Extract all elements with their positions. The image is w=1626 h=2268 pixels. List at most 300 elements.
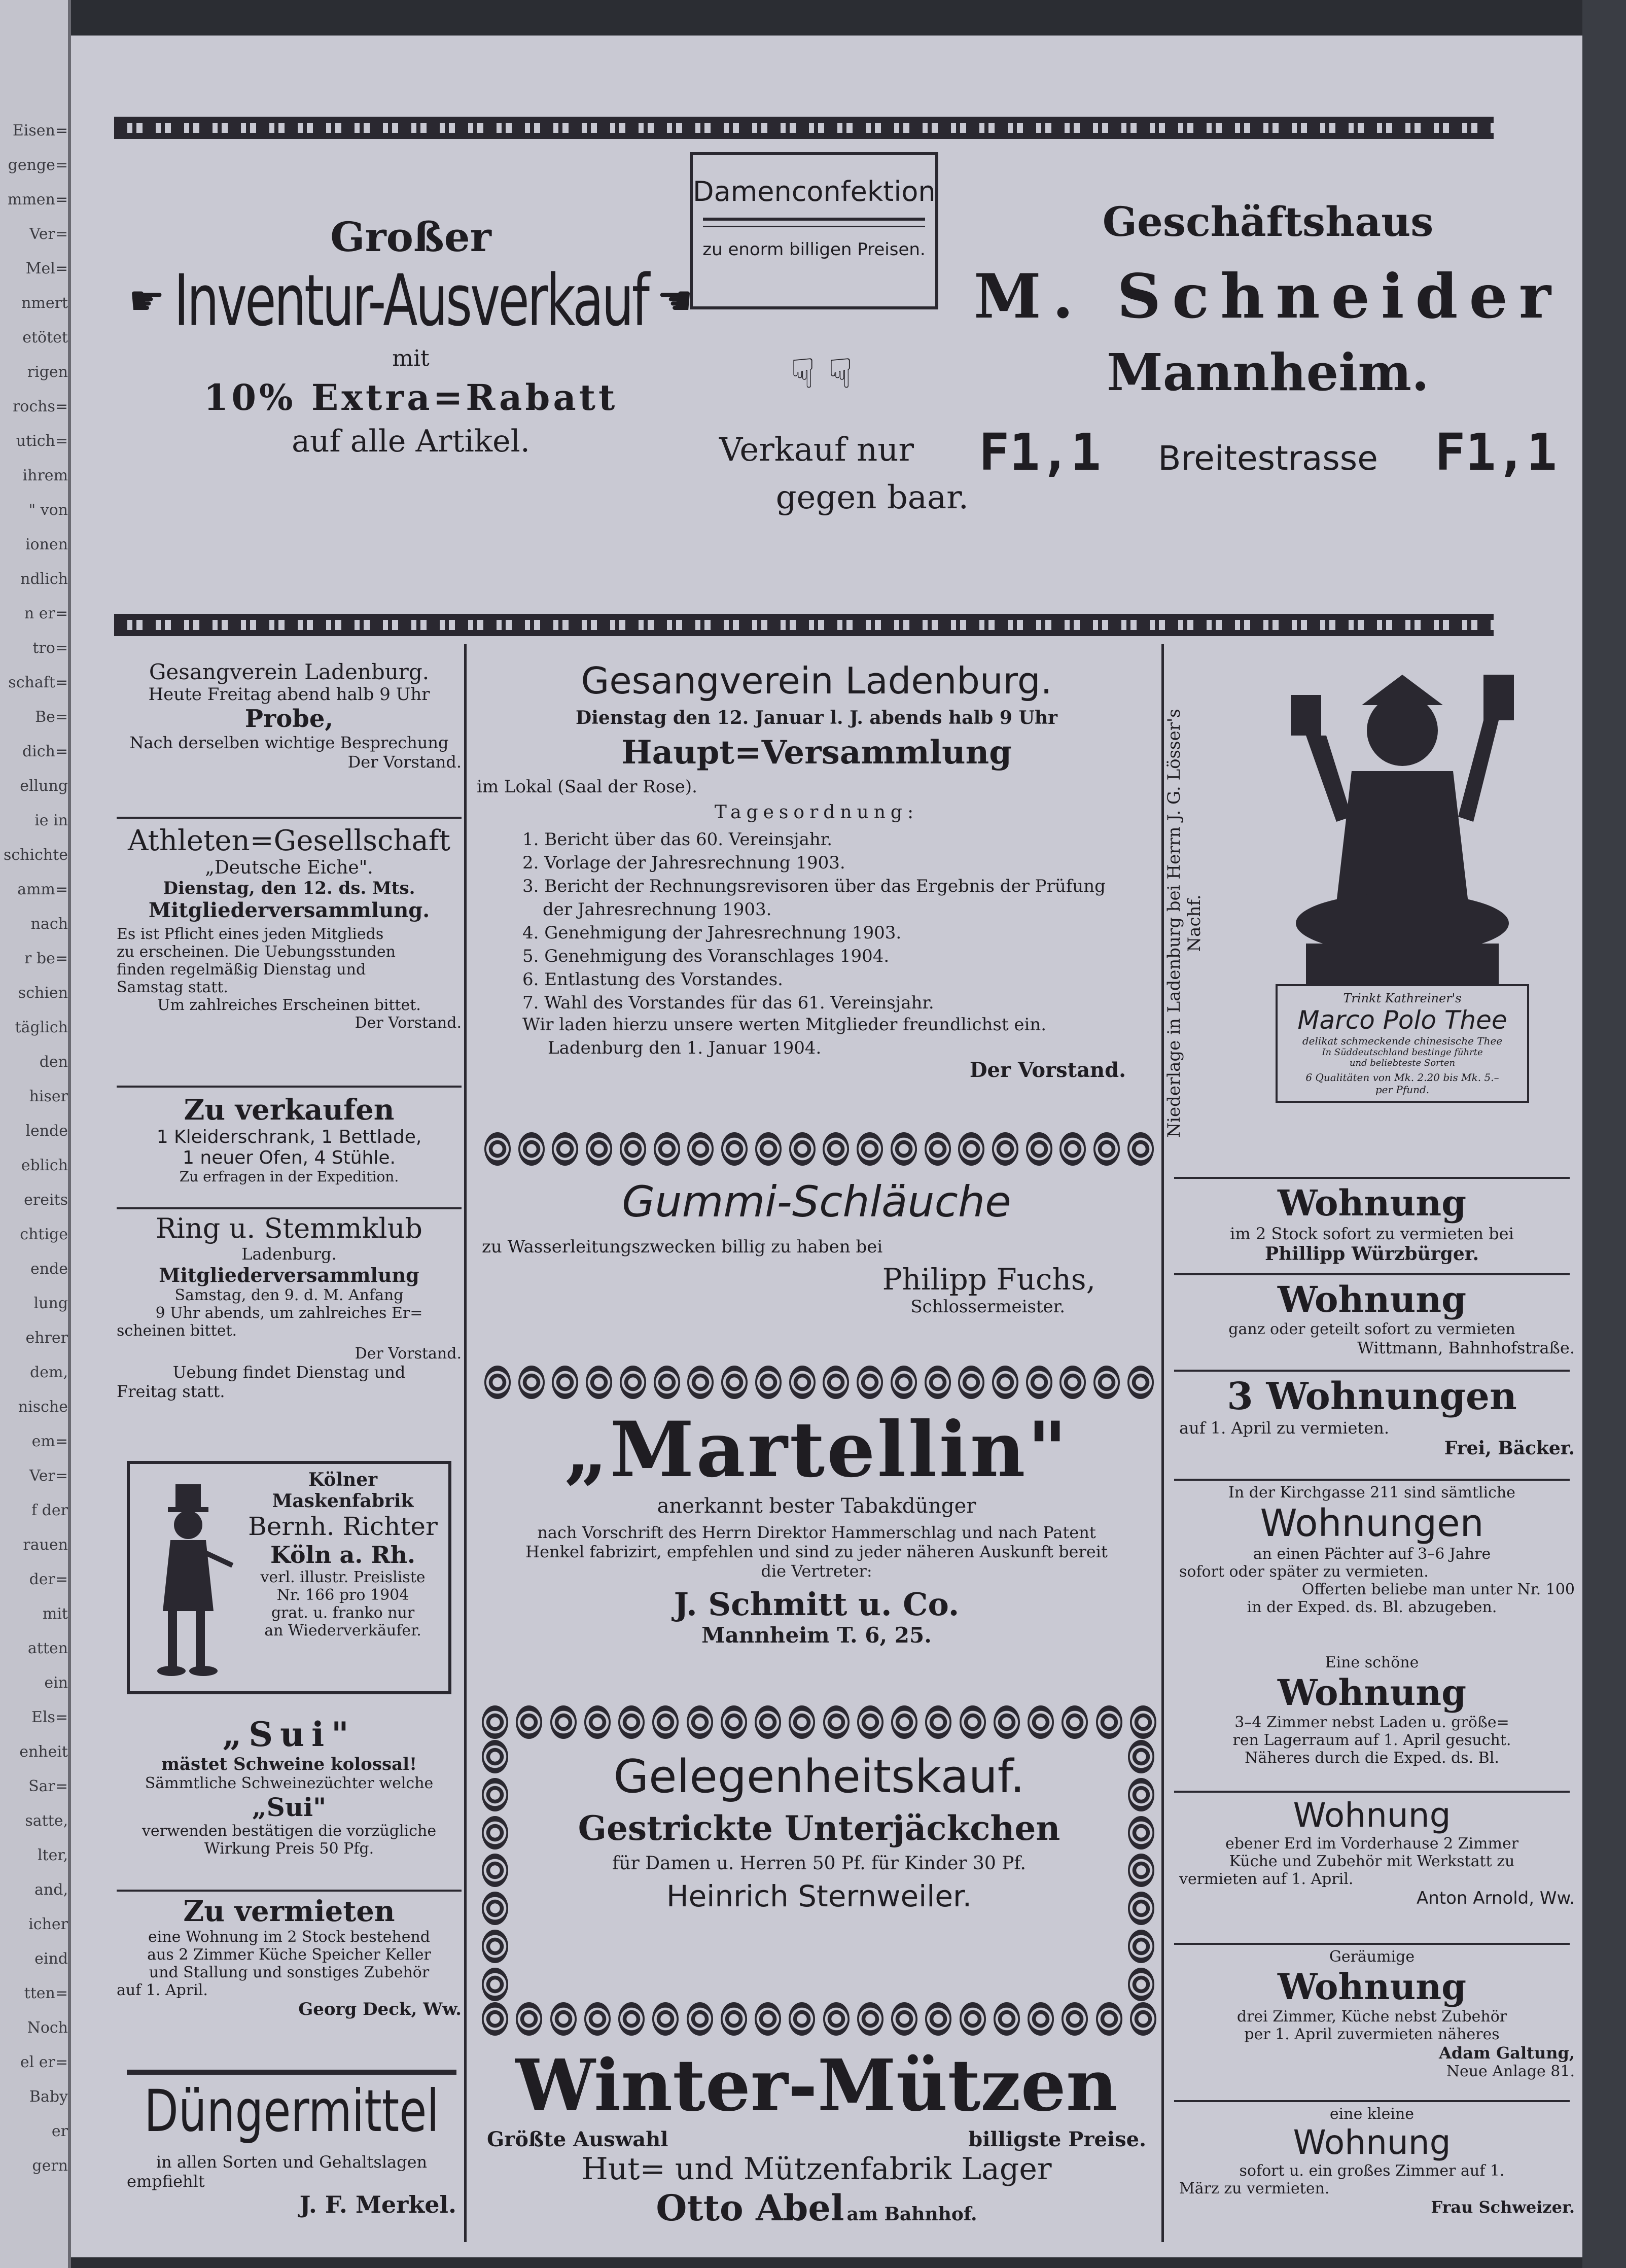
musician-figure-illustration xyxy=(140,1479,241,1682)
ring-line4: 9 Uhr abends, um zahlreiches Er= xyxy=(155,1304,423,1322)
gelegen-title: Gelegenheitskauf. xyxy=(613,1750,1025,1803)
bead-ornament xyxy=(482,1816,508,1850)
thee-line3: delikat schmeckende chinesische Thee xyxy=(1302,1035,1503,1047)
duengermittel-ad xyxy=(127,2070,456,2242)
ring-line6: Uebung findet Dienstag und xyxy=(172,1363,406,1382)
edge-text-fragment: Ver= xyxy=(29,1467,68,1485)
bead-ornament xyxy=(687,1705,713,1739)
gv-big-line6: Ladenburg den 1. Januar 1904. xyxy=(548,1038,822,1058)
duenger-title: Düngermittel xyxy=(144,2077,439,2145)
verkaufen-line1: 1 Kleiderschrank, 1 Bettlade, xyxy=(156,1127,422,1147)
marco-polo-thee-ad xyxy=(1164,659,1575,1177)
edge-text-fragment: hiser xyxy=(29,1088,68,1105)
edge-text-fragment: schichte xyxy=(3,846,68,864)
bead-ornament xyxy=(1128,1740,1154,1773)
bead-border-row xyxy=(482,1704,1156,1740)
athleten-line2: Dienstag, den 12. ds. Mts. xyxy=(163,878,415,898)
bead-ornament xyxy=(1026,1366,1052,1399)
koelner-maskenfabrik-ad xyxy=(127,1461,451,1694)
gummi-line3: Schlossermeister. xyxy=(910,1297,1065,1317)
ring-title: Ring u. Stemmklub xyxy=(156,1212,422,1244)
edge-text-fragment: satte, xyxy=(25,1812,68,1830)
edge-text-fragment: Sar= xyxy=(28,1777,68,1795)
w6-sign: Anton Arnold, Ww. xyxy=(1416,1888,1575,1908)
bead-ornament xyxy=(516,2002,542,2036)
bead-ornament xyxy=(518,1132,545,1166)
bead-ornament xyxy=(891,1705,917,1739)
sui-line1: mästet Schweine kolossal! xyxy=(161,1754,417,1774)
bead-ornament xyxy=(994,1705,1020,1739)
w7-line1: drei Zimmer, Küche nebst Zubehör xyxy=(1236,2008,1507,2026)
gv-small-line3: Nach derselben wichtige Besprechung xyxy=(129,733,449,752)
bead-ornament xyxy=(721,1366,748,1399)
sui-line3: „Sui" xyxy=(252,1792,327,1822)
athleten-line6: finden regelmäßig Dienstag und xyxy=(117,961,366,979)
bead-ornament xyxy=(1062,1705,1088,1739)
bead-ornament xyxy=(994,2002,1020,2036)
w8-line0: eine kleine xyxy=(1329,2105,1415,2123)
bead-ornament xyxy=(789,2002,815,2036)
edge-text-fragment: ie in xyxy=(34,812,68,829)
athleten-sign: Der Vorstand. xyxy=(355,1014,462,1032)
wohnung-ad-6 xyxy=(1169,1796,1575,1948)
bead-ornament xyxy=(925,1132,951,1166)
edge-text-fragment: etötet xyxy=(22,329,68,346)
duenger-sign: J. F. Merkel. xyxy=(299,2191,456,2218)
agenda-item: der Jahresrechnung 1903. xyxy=(543,899,772,920)
edge-text-fragment: gern xyxy=(32,2157,68,2175)
bead-ornament xyxy=(652,1705,679,1739)
bead-ornament xyxy=(687,1132,714,1166)
verkauf-text xyxy=(664,431,969,553)
edge-text-fragment: nmert xyxy=(21,294,68,312)
koelner-line6: Nr. 166 pro 1904 xyxy=(276,1586,409,1604)
athleten-line3: Mitgliederversammlung. xyxy=(148,898,430,922)
koelner-line3: Bernh. Richter xyxy=(248,1512,438,1541)
bead-ornament xyxy=(620,1132,646,1166)
gelegen-line2: für Damen u. Herren 50 Pf. für Kinder 30 Pf. xyxy=(612,1853,1026,1874)
agenda-item: 5. Genehmigung des Voranschlages 1904. xyxy=(522,946,890,966)
winter-line3: Otto Abel xyxy=(656,2187,844,2229)
sui-ad xyxy=(117,1715,462,1887)
edge-text-fragment: ellung xyxy=(20,777,68,795)
ring-sign: Der Vorstand. xyxy=(355,1345,462,1363)
edge-text-fragment: and, xyxy=(34,1881,68,1899)
bead-ornament xyxy=(857,1132,883,1166)
damenconfektion-title: Damenconfektion xyxy=(693,176,936,207)
schneider-line2: M. Schneider xyxy=(974,261,1563,332)
sui-line5: Wirkung Preis 50 Pfg. xyxy=(204,1840,374,1858)
gummi-schlaeuche-ad xyxy=(477,1172,1156,1370)
edge-text-fragment: ende xyxy=(30,1260,68,1278)
divider xyxy=(1174,2100,1570,2102)
gelegen-line1: Gestrickte Unterjäckchen xyxy=(578,1808,1061,1848)
thee-line1: Trinkt Kathreiner's xyxy=(1343,991,1462,1005)
bead-ornament xyxy=(1128,1968,1154,2001)
divider xyxy=(1174,1177,1570,1179)
edge-text-fragment: tro= xyxy=(32,639,68,657)
bead-ornament xyxy=(518,1366,545,1399)
gelegen-line3: Heinrich Sternweiler. xyxy=(666,1879,972,1913)
w8-title: Wohnung xyxy=(1293,2123,1451,2162)
w6-line1: ebener Erd im Vorderhause 2 Zimmer xyxy=(1225,1835,1519,1853)
bead-ornament xyxy=(1059,1366,1086,1399)
edge-text-fragment: Mel= xyxy=(25,260,68,277)
agenda-list xyxy=(522,828,1156,1015)
agenda-item: 7. Wahl des Vorstandes für das 61. Vereinsjahr. xyxy=(522,993,934,1013)
edge-text-fragment: ihrem xyxy=(22,467,68,484)
edge-text-fragment: nach xyxy=(30,915,68,933)
winter-line1-left: Größte Auswahl xyxy=(487,2127,668,2151)
bead-ornament xyxy=(925,1366,951,1399)
top-border-rule xyxy=(114,117,1494,139)
w4-title: Wohnungen xyxy=(1260,1502,1484,1545)
edge-text-fragment: ionen xyxy=(25,536,68,553)
bead-ornament xyxy=(687,1366,714,1399)
athleten-ad xyxy=(117,824,462,1083)
verkaufen-line3: Zu erfragen in der Expedition. xyxy=(179,1168,399,1185)
edge-text-fragment: mmen= xyxy=(7,191,68,208)
martellin-line6: Mannheim T. 6, 25. xyxy=(701,1623,932,1648)
divider xyxy=(1174,1370,1570,1372)
bead-ornament xyxy=(960,2002,986,2036)
bead-ornament xyxy=(484,1366,511,1399)
edge-text-fragment: amm= xyxy=(17,881,68,898)
ring-line3: Samstag, den 9. d. M. Anfang xyxy=(174,1286,404,1304)
koelner-line8: an Wiederverkäufer. xyxy=(264,1622,421,1639)
bead-ornament xyxy=(857,2002,883,2036)
edge-text-fragment: Ver= xyxy=(29,225,68,243)
winter-title: Winter-Mützen xyxy=(515,2044,1118,2127)
bead-ornament xyxy=(789,1705,815,1739)
duenger-line1: in allen Sorten und Gehaltslagen xyxy=(156,2152,428,2172)
athleten-line5: zu erscheinen. Die Uebungsstunden xyxy=(117,943,396,961)
agenda-item: 2. Vorlage der Jahresrechnung 1903. xyxy=(522,853,845,873)
ring-line5: scheinen bittet. xyxy=(117,1322,237,1340)
koelner-line7: grat. u. franko nur xyxy=(271,1604,415,1622)
column-divider-1 xyxy=(464,644,467,2242)
koelner-line4: Köln a. Rh. xyxy=(270,1541,416,1568)
hand-icons: ☟ ☟ xyxy=(790,350,853,397)
bead-ornament xyxy=(586,1132,612,1166)
w7-line4: Neue Anlage 81. xyxy=(1446,2063,1575,2080)
bead-ornament xyxy=(755,1366,782,1399)
edge-text-fragment: el er= xyxy=(20,2053,68,2071)
bead-ornament xyxy=(1028,2002,1054,2036)
bead-ornament xyxy=(960,1705,986,1739)
schneider-line3: Mannheim. xyxy=(1107,342,1429,402)
verkauf-line2: gegen baar. xyxy=(775,479,969,516)
gv-big-line2: Haupt=Versammlung xyxy=(621,734,1012,772)
bead-border-column xyxy=(1128,1740,1156,2001)
edge-text-fragment: enheit xyxy=(19,1743,68,1761)
vermieten-title: Zu vermieten xyxy=(183,1895,395,1928)
w5-line1: 3–4 Zimmer nebst Laden u. größe= xyxy=(1234,1714,1509,1731)
agenda-item: 4. Genehmigung der Jahresrechnung 1903. xyxy=(522,923,902,943)
martellin-line1: anerkannt bester Tabakdünger xyxy=(657,1494,976,1518)
winter-line3-small: am Bahnhof. xyxy=(846,2204,977,2225)
w6-line2: Küche und Zubehör mit Werkstatt zu xyxy=(1229,1853,1515,1870)
edge-text-fragment: icher xyxy=(28,1915,68,1933)
w5-line2: ren Lagerraum auf 1. April gesucht. xyxy=(1232,1731,1511,1749)
bead-ornament xyxy=(584,2002,611,2036)
bead-ornament xyxy=(958,1366,984,1399)
edge-text-fragment: f der xyxy=(31,1502,68,1519)
bead-ornament xyxy=(1128,1816,1154,1850)
pointing-hand-icon: ☛ xyxy=(656,277,693,324)
wohnung-ad-5 xyxy=(1169,1654,1575,1791)
zu-vermieten-ad xyxy=(117,1895,462,2062)
edge-text-fragment: ein xyxy=(44,1674,68,1692)
divider xyxy=(117,1086,462,1088)
w3-line1: auf 1. April zu vermieten. xyxy=(1179,1418,1389,1438)
gummi-line1: zu Wasserleitungszwecken billig zu haben bei xyxy=(482,1237,883,1257)
bead-ornament xyxy=(891,1366,917,1399)
edge-text-fragment: lende xyxy=(25,1122,68,1140)
divider xyxy=(117,817,462,819)
bead-ornament xyxy=(789,1132,816,1166)
edge-text-fragment: täglich xyxy=(15,1019,68,1036)
bead-ornament xyxy=(1059,1132,1086,1166)
edge-text-fragment: tten= xyxy=(24,1984,68,2002)
martellin-ad xyxy=(477,1405,1156,1689)
edge-text-fragment: mit xyxy=(42,1605,68,1623)
w2-line1: ganz oder geteilt sofort zu vermieten xyxy=(1228,1320,1515,1338)
bead-ornament xyxy=(584,1705,611,1739)
gv-big-line1: Dienstag den 12. Januar l. J. abends halb 9 Uhr xyxy=(576,707,1057,728)
schneider-address-left: F1,1 xyxy=(979,423,1101,482)
bead-ornament xyxy=(755,2002,781,2036)
edge-text-fragment: r be= xyxy=(24,950,68,967)
winter-line2: Hut= und Mützenfabrik Lager xyxy=(581,2151,1052,2187)
bead-ornament xyxy=(620,1366,646,1399)
martellin-line3: Henkel fabrizirt, empfehlen und sind zu jeder näheren Auskunft bereit xyxy=(525,1542,1108,1561)
w7-line3: Adam Galtung, xyxy=(1439,2043,1575,2063)
bead-ornament xyxy=(482,2002,508,2036)
bead-ornament xyxy=(1096,1705,1122,1739)
sui-line4: verwenden bestätigen die vorzügliche xyxy=(142,1822,437,1840)
thee-line2: Marco Polo Thee xyxy=(1297,1005,1507,1035)
bead-ornament xyxy=(1130,2002,1156,2036)
koelner-line5: verl. illustr. Preisliste xyxy=(260,1568,426,1586)
edge-text-fragment: Be= xyxy=(35,708,68,726)
thee-line6: 6 Qualitäten von Mk. 2.20 bis Mk. 5.– xyxy=(1305,1071,1499,1084)
wohnung-ad-7 xyxy=(1169,1948,1575,2100)
bead-ornament xyxy=(654,1366,680,1399)
bead-ornament xyxy=(1128,1778,1154,1811)
w4-line1: an einen Pächter auf 3–6 Jahre xyxy=(1253,1545,1491,1563)
inventur-ad xyxy=(112,203,710,599)
agenda-item: 1. Bericht über das 60. Vereinsjahr. xyxy=(522,829,833,850)
edge-text-fragment: lung xyxy=(33,1295,68,1312)
w8-sign: Frau Schweizer. xyxy=(1431,2197,1575,2217)
inventur-line4: 10% Extra=Rabatt xyxy=(203,376,618,418)
wohnung-ad-8 xyxy=(1169,2105,1575,2242)
w5-line3: Näheres durch die Exped. ds. Bl. xyxy=(1245,1749,1499,1767)
schneider-ad xyxy=(974,188,1562,604)
divider xyxy=(1174,1791,1570,1793)
wohnung-ad-2 xyxy=(1169,1278,1575,1370)
edge-text-fragment: ehrer xyxy=(25,1329,68,1347)
inventur-line3: mit xyxy=(392,345,430,371)
edge-text-fragment: chtige xyxy=(20,1226,68,1243)
divider xyxy=(1174,1943,1570,1945)
edge-text-fragment: dich= xyxy=(22,743,68,760)
edge-text-fragment: rauen xyxy=(23,1536,68,1554)
thee-vertical-text: Niederlage in Ladenburg bei Herrn J. G. Lösser's Nachf. xyxy=(1164,709,1205,1138)
edge-text-fragment: rigen xyxy=(27,363,68,381)
schneider-address-right: F1,1 xyxy=(1435,423,1557,482)
verkaufen-title: Zu verkaufen xyxy=(184,1093,395,1127)
agenda-item: 6. Entlastung des Vorstandes. xyxy=(522,969,783,990)
bead-ornament xyxy=(755,1132,782,1166)
ring-stemmklub-ad xyxy=(117,1212,462,1451)
wohnung-ad-3 xyxy=(1169,1375,1575,1476)
w3-title: 3 Wohnungen xyxy=(1227,1375,1517,1418)
ring-line7: Freitag statt. xyxy=(117,1382,225,1401)
zu-verkaufen-ad xyxy=(117,1093,462,1205)
winter-muetzen-ad xyxy=(477,2044,1156,2247)
bead-ornament xyxy=(1026,1132,1052,1166)
bead-ornament xyxy=(550,1705,577,1739)
bead-ornament xyxy=(654,1132,680,1166)
athleten-line4: Es ist Pflicht eines jeden Mitglieds xyxy=(117,925,384,943)
pointing-hand-icon: ☛ xyxy=(128,277,165,324)
bead-ornament xyxy=(992,1132,1018,1166)
edge-text-fragment: ereits xyxy=(24,1191,68,1209)
bead-ornament xyxy=(721,1705,747,1739)
bead-ornament xyxy=(618,1705,645,1739)
wohnung-ad-1 xyxy=(1169,1182,1575,1273)
bead-ornament xyxy=(1093,1132,1120,1166)
agenda-item: 3. Bericht der Rechnungsrevisoren über das Ergebnis der Prüfung xyxy=(522,876,1106,896)
bead-ornament xyxy=(1062,2002,1088,2036)
gesangverein-big-ad xyxy=(477,659,1156,1126)
bead-ornament xyxy=(552,1132,578,1166)
bead-ornament xyxy=(958,1132,984,1166)
gv-small-line1: Heute Freitag abend halb 9 Uhr xyxy=(148,684,430,705)
edge-text-fragment: Els= xyxy=(31,1708,68,1726)
bead-border-row xyxy=(482,2001,1156,2037)
edge-text-fragment: er xyxy=(51,2122,68,2140)
schneider-line1: Geschäftshaus xyxy=(1102,198,1434,246)
gelegenheitskauf-ad xyxy=(482,1704,1156,2039)
bead-ornament xyxy=(721,2002,747,2036)
w7-title: Wohnung xyxy=(1277,1966,1467,2008)
gv-big-line4: Tagesordnung: xyxy=(714,802,919,823)
bead-ornament xyxy=(482,1740,508,1773)
edge-text-fragment: der= xyxy=(29,1571,68,1588)
bead-ornament xyxy=(484,1132,511,1166)
edge-text-fragment: Baby xyxy=(29,2088,68,2106)
w1-line1: im 2 Stock sofort zu vermieten bei xyxy=(1230,1224,1514,1243)
koelner-line1: Kölner xyxy=(308,1469,378,1490)
vermieten-line1: eine Wohnung im 2 Stock bestehend xyxy=(148,1928,430,1946)
w6-line3: vermieten auf 1. April. xyxy=(1179,1870,1354,1888)
vermieten-line2: aus 2 Zimmer Küche Speicher Keller xyxy=(147,1946,431,1964)
edge-text-fragment: den xyxy=(39,1053,68,1071)
bead-ornament xyxy=(1127,1132,1154,1166)
w1-title: Wohnung xyxy=(1277,1182,1467,1224)
edge-text-fragment: utich= xyxy=(16,432,68,450)
thee-line7: per Pfund. xyxy=(1375,1084,1430,1096)
bead-ornament xyxy=(992,1366,1018,1399)
w4-line0: In der Kirchgasse 211 sind sämtliche xyxy=(1228,1484,1515,1502)
bead-ornament xyxy=(857,1705,883,1739)
edge-text-fragment: ndlich xyxy=(20,570,68,588)
bead-ornament xyxy=(789,1366,816,1399)
bead-ornament xyxy=(586,1366,612,1399)
edge-text-fragment: em= xyxy=(31,1433,68,1450)
w4-line2: sofort oder später zu vermieten. xyxy=(1179,1563,1429,1581)
edge-text-fragment: lter, xyxy=(38,1846,68,1864)
edge-text-fragment: " von xyxy=(28,501,68,519)
w2-title: Wohnung xyxy=(1277,1278,1467,1320)
martellin-line4: die Vertreter: xyxy=(761,1561,872,1581)
edge-text-fragment: Noch xyxy=(27,2019,68,2037)
bead-ornament xyxy=(482,1705,508,1739)
bead-ornament xyxy=(1128,1854,1154,1887)
adjacent-page-edge xyxy=(0,0,71,2268)
w7-line2: per 1. April zuvermieten näheres xyxy=(1244,2026,1500,2043)
edge-text-fragment: dem, xyxy=(30,1364,68,1381)
bead-ornament xyxy=(823,1705,850,1739)
gv-big-sign: Der Vorstand. xyxy=(969,1058,1126,1082)
bead-ornament xyxy=(857,1366,883,1399)
bead-ornament xyxy=(755,1705,781,1739)
w2-line2: Wittmann, Bahnhofstraße. xyxy=(1357,1338,1575,1357)
bead-ornament xyxy=(687,2002,713,2036)
bead-ornament xyxy=(482,1930,508,1963)
gv-big-line5: Wir laden hierzu unsere werten Mitglieder freundlichst ein. xyxy=(522,1015,1047,1035)
bead-ornament xyxy=(823,2002,850,2036)
bead-ornament xyxy=(550,2002,577,2036)
w8-line1: sofort u. ein großes Zimmer auf 1. xyxy=(1239,2162,1505,2180)
martellin-title: „Martellin" xyxy=(564,1405,1069,1494)
w1-line2: Phillipp Würzbürger. xyxy=(1265,1243,1479,1265)
edge-text-fragment: eblich xyxy=(21,1157,68,1174)
duenger-line2: empfiehlt xyxy=(127,2172,205,2191)
gv-big-title: Gesangverein Ladenburg. xyxy=(581,659,1052,702)
middle-border-rule xyxy=(114,614,1494,636)
bead-ornament xyxy=(823,1366,849,1399)
bead-ornament xyxy=(891,2002,917,2036)
bead-ornament xyxy=(823,1132,849,1166)
martellin-line5: J. Schmitt u. Co. xyxy=(674,1586,960,1623)
w5-title: Wohnung xyxy=(1277,1671,1467,1714)
divider xyxy=(1174,1273,1570,1275)
damenconfektion-box xyxy=(690,152,938,309)
bead-ornament xyxy=(1130,1705,1156,1739)
divider xyxy=(117,1207,462,1209)
verkaufen-line2: 1 neuer Ofen, 4 Stühle. xyxy=(183,1147,396,1168)
ring-line2: Mitgliederversammlung xyxy=(159,1264,419,1286)
book-spine xyxy=(1582,0,1626,2268)
gv-small-sign: Der Vorstand. xyxy=(347,752,462,772)
thee-line5: und beliebteste Sorten xyxy=(1349,1058,1456,1068)
thee-line4: In Süddeutschland bestinge führte xyxy=(1322,1047,1483,1058)
gesangverein-small-ad xyxy=(117,659,462,812)
buddha-idol-illustration xyxy=(1276,670,1529,994)
athleten-line8: Um zahlreiches Erscheinen bittet. xyxy=(157,996,421,1014)
wohnung-ad-4 xyxy=(1169,1484,1575,1651)
vermieten-line3: und Stallung und sonstiges Zubehör xyxy=(149,1964,430,1981)
bead-ornament xyxy=(482,1968,508,2001)
edge-text-fragment: genge= xyxy=(8,156,68,174)
inventur-line2: Inventur-Ausverkauf xyxy=(174,259,648,342)
athleten-title: Athleten=Gesellschaft xyxy=(127,824,451,857)
gv-small-title: Gesangverein Ladenburg. xyxy=(149,659,430,684)
